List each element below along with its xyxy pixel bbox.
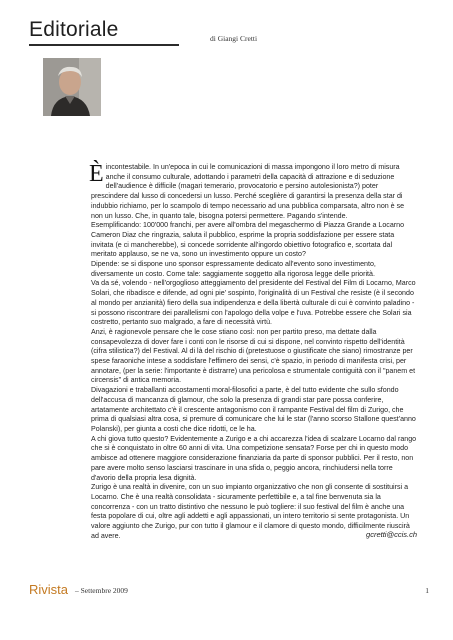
paragraph: Zurigo è una realtà in divenire, con un suo impianto organizzativo che non gli consente di sostituirsi a Locarno. Che è una realtà consolidata - sicuramente perfettibile e, a tal fine benvenuta sia la concorrenza - con un tratto distintivo che nessuno le può togliere: il suo festival del film è anche una festa popolare di cui, oltre agli addetti e agli appassionati, un intero territorio si sente protagonista. Un valore aggiunto che Zurigo, pur con tutto il glamour e il clamore di questo mondo, difficilmente riuscirà ad avere. bbox=[91, 483, 410, 540]
page-number: 1 bbox=[425, 586, 429, 595]
paragraph: Va da sé, volendo - nell'orgoglioso atteggiamento del presidente del Festival del Film di Locarno, Marco Solari, che ribadisce e difende, ad ogni pie' sospinto, l'originalità di un Festival che resiste (è il secondo al mondo per anzianità) fiero della sua indipendenza e della libertà culturale di cui è convinto paladino - si possono riscontrare dei parallelismi con l'apologo della volpe e l'uva. Potrebbe essere che Solari sia costretto, pertanto suo malgrado, a fare di necessità virtù. bbox=[91, 279, 416, 327]
paragraph: A chi giova tutto questo? Evidentemente a Zurigo e a chi accarezza l'idea di scalzare Locarno dal rango che si è conquistato in oltre 60 anni di vita. Una competizione sensata? Forse per chi in questo modo ambisce ad ottenere maggiore considerazione finanziaria da parte di sponsor pubblici. Per il resto, non pare avere molto senso lasciarsi trascinare in una sfida o, peggio ancora, rinchiudersi nella torre d'avorio della propria lesa dignità. bbox=[91, 434, 417, 482]
magazine-brand: Rivista bbox=[29, 582, 69, 597]
author-portrait-image bbox=[43, 58, 101, 116]
paragraph: incontestabile. In un'epoca in cui le comunicazioni di massa impongono il loro metro di misura anche il consumo culturale, adottando i parametri della capacità di attrazione e di seduzione dell'audience è difficile (magari temerario, provocatorio e persino autolesionista?) poter prescindere dal lusso di concedersi un lusso. Perché sceglière di garantirsi la presenza della star di indubbio richiamo, per lo scampolo di tempo necessario ad una pubblica comparsata, altro non è se non un lusso. Che, in quanto tale, bisogna potersi permettere. Pagando s'intende. bbox=[91, 163, 405, 220]
author-photo bbox=[43, 58, 101, 116]
paragraph: Esemplificando: 100'000 franchi, per avere all'ombra del megaschermo di Piazza Grande a Locarno Cameron Diaz che ringrazia, saluta il pubblico, esprime la propria soddisfazione per essere stata invitata (e ci mancherebbe), si concede sorridente all'ingordo obiettivo fotografico e, scortata dal meritato applauso, se ne va, sono un investimento oppure un costo? bbox=[91, 221, 405, 259]
byline: di Giangi Cretti bbox=[210, 34, 258, 43]
author-email[interactable]: gcretti@ccis.ch bbox=[366, 530, 417, 539]
paragraph: Dipende: se si dispone uno sponsor espressamente dedicato all'evento sono investimento, diversamente un costo. Come tale: saggiamente soggetto alla rigorosa legge delle priorità. bbox=[91, 260, 376, 278]
drop-cap: È bbox=[89, 161, 104, 187]
issue-date: – Settembre 2009 bbox=[75, 586, 128, 595]
paragraph: Divagazioni e traballanti accostamenti moral-filosofici a parte, è del tutto evidente che sullo sfondo dell'accusa di mancanza di glamour, che solo la presenza di grandi star pare possa conferire, artatamente architettato c'è il crescente antagonismo con il rampante Festival del film di Zurigo, che prima di qualsiasi altra cosa, si premure di comunicare che lui le star (l'anno scorso Stallone quest'anno Polanski), per giunta a costi che dice ridotti, ce le ha. bbox=[91, 386, 416, 433]
editorial-body bbox=[91, 163, 417, 541]
page-title: Editoriale bbox=[29, 18, 119, 41]
title-underline bbox=[29, 44, 179, 46]
paragraph: Anzi, è ragionevole pensare che le cose stiano così: non per partito preso, ma dettate dalla consapevolezza di dover fare i conti con le risorse di cui si dispone, nel convinto rispetto dell'identità (cifra stilistica?) del Festival. Al di là del rischio di (pretestuose o giustificate che siano) rimostranze per spese faraoniche intese a soddisfare l'effimero dei sensi, c'è spazio, in periodo di manifesta crisi, per annotare, (per la serie: l'importante è distrarre) una pericolosa e strumentale contiguità con il "panem et circensis" di antica memoria. bbox=[91, 327, 416, 385]
header bbox=[29, 18, 429, 48]
footer bbox=[29, 582, 429, 602]
